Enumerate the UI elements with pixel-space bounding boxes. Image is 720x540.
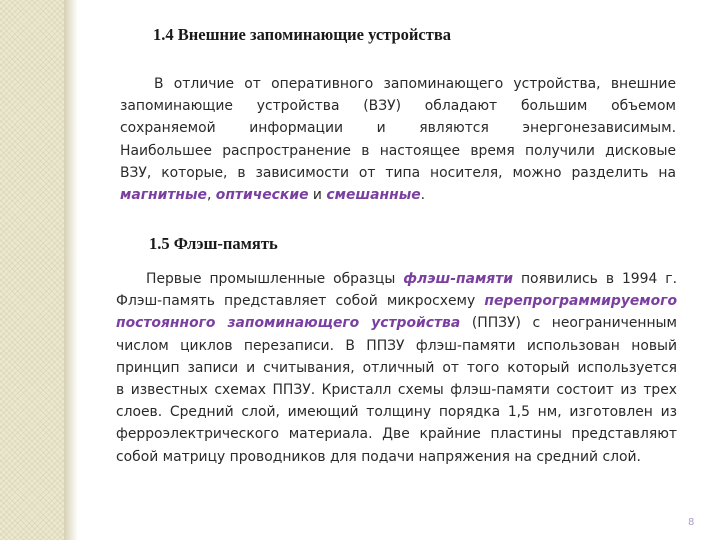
text-segment: Первые промышленные образцы (146, 271, 404, 287)
paragraph-line: слоев. Средний слой, имеющий толщину порядка 1,5 нм, изготовлен из (116, 404, 677, 421)
paragraph-line: числом циклов перезаписи. В ППЗУ флэш-памяти использован новый (116, 337, 677, 354)
text-segment: (ППЗУ) с неограниченным (460, 315, 677, 332)
term-optical: оптические (215, 186, 309, 203)
text-segment: появились в 1994 г. (513, 271, 677, 287)
paragraph-line: сохраняемой информации и являются энергонезависимым. (120, 120, 676, 137)
paragraph-line: запоминающие устройства (ВЗУ) обладают большим объемом (120, 98, 676, 115)
term-mixed: смешанные (326, 186, 421, 203)
paragraph-line: Наибольшее распространение в настоящее время получили дисковые (120, 142, 676, 159)
side-band-edge (64, 0, 78, 540)
text-segment: Флэш-память представляет собой микросхему (116, 293, 485, 310)
decorative-side-band (0, 0, 64, 540)
page-number: 8 (688, 517, 695, 528)
paragraph-flash-memory (116, 268, 677, 468)
paragraph-line-storage-types (120, 184, 676, 206)
term-flash-memory: флэш-памяти (403, 271, 514, 287)
paragraph-line: ферроэлектрического материала. Две крайние пластины представляют (116, 426, 677, 443)
section-heading-flash-memory: 1.5 Флэш-память (149, 234, 278, 253)
paragraph-external-storage (120, 73, 676, 206)
separator-and: и (308, 186, 327, 203)
paragraph-line: В отличие от оперативного запоминающего устройства, внешние (154, 76, 676, 92)
section-heading-external-storage: 1.4 Внешние запоминающие устройства (153, 25, 451, 44)
paragraph-line (116, 312, 677, 334)
end-period: . (420, 186, 426, 203)
term-permanent-storage-device: постоянного запоминающего устройства (116, 315, 461, 332)
term-magnetic: магнитные (120, 186, 207, 203)
paragraph-line (116, 268, 677, 290)
paragraph-line (116, 290, 677, 312)
paragraph-line: собой матрицу проводников для подачи напряжения на средний слой. (116, 448, 641, 465)
paragraph-line: в известных схемах ППЗУ. Кристалл схемы флэш-памяти состоит из трех (116, 381, 677, 398)
separator-comma: , (206, 186, 216, 203)
paragraph-line: принцип записи и считывания, отличный от того который используется (116, 359, 677, 376)
paragraph-line: ВЗУ, которые, в зависимости от типа носителя, можно разделить на (120, 164, 676, 181)
term-reprogrammable: перепрограммируемого (484, 293, 677, 310)
